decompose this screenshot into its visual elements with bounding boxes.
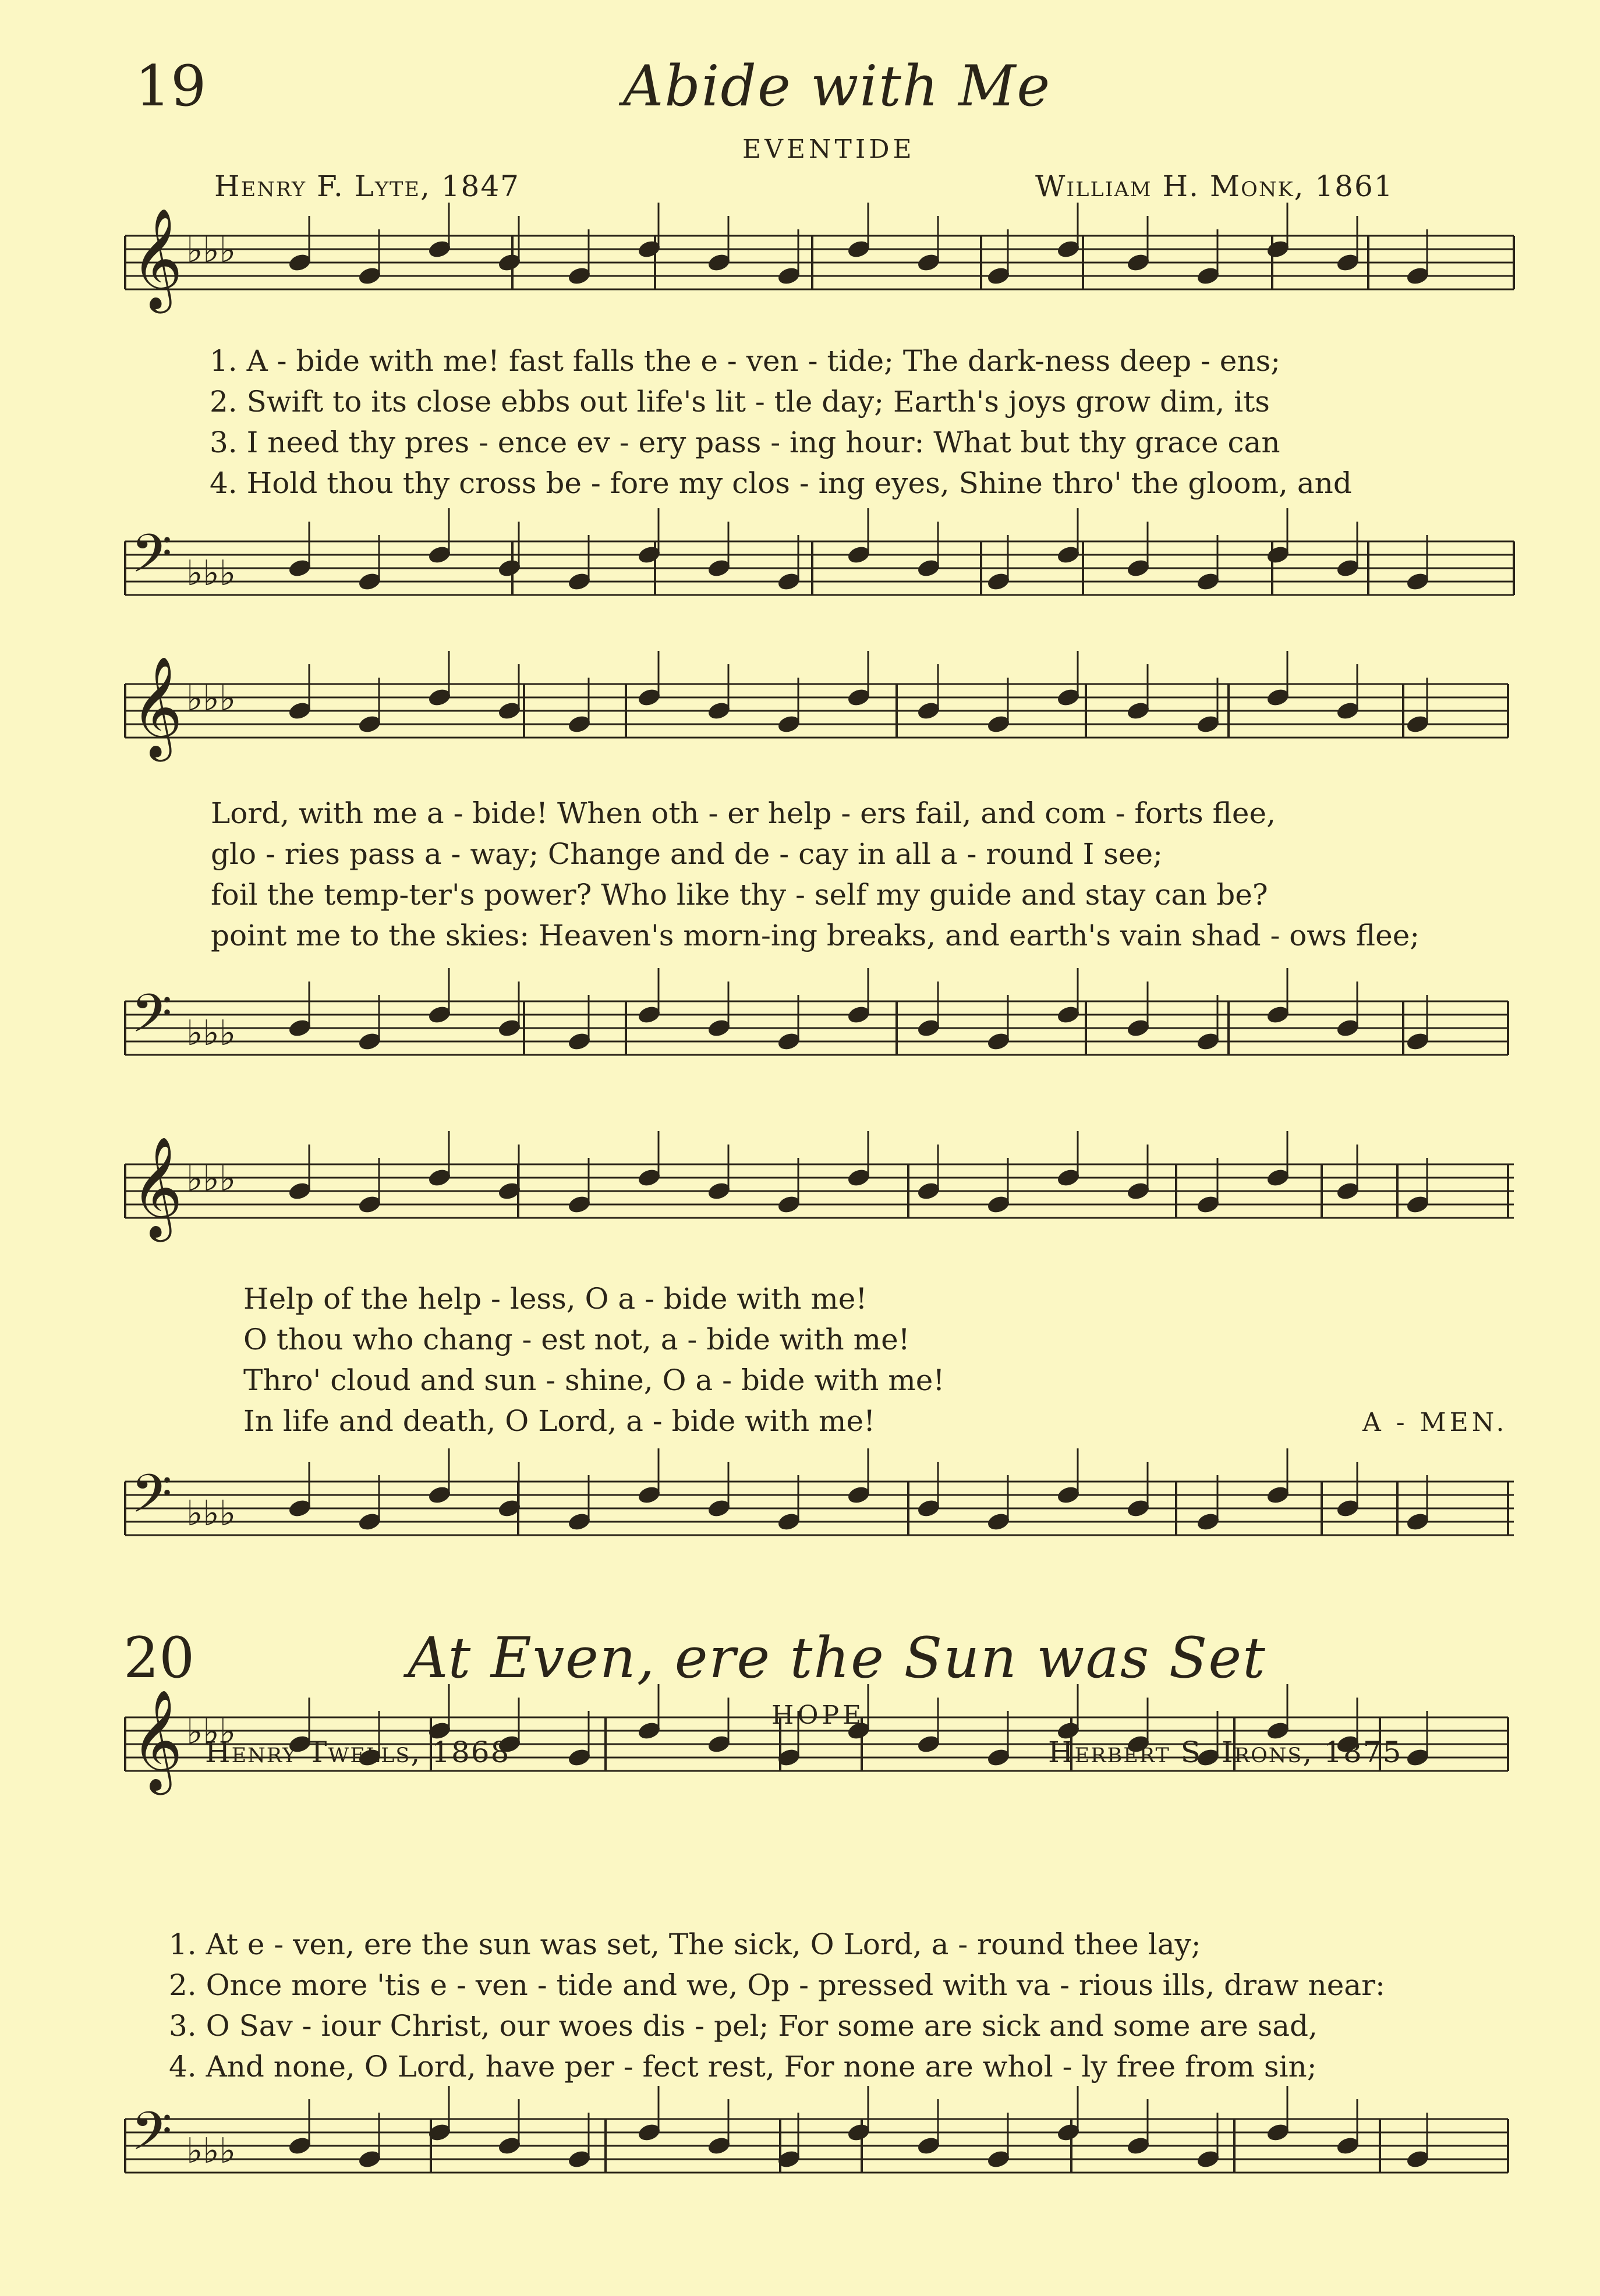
treble-clef: 𝄞 — [131, 656, 183, 757]
verse-line: 1. At e - ven, ere the sun was set, The sick, O Lord, a - round thee lay; — [169, 1927, 1201, 1961]
key-signature: ♭♭♭ — [186, 1158, 236, 1199]
tune-name: HOPE — [771, 1700, 865, 1730]
verse-line: 2. Once more 'tis e - ven - tide and we, Op - pressed with va - rious ills, draw near: — [169, 1968, 1385, 2002]
verse-line: 3. I need thy pres - ence ev - ery pass - ing hour: What but thy grace can — [210, 426, 1280, 459]
bass-clef: 𝄢 — [131, 983, 172, 1057]
composer-credit: William H. Monk, 1861 — [1035, 169, 1394, 203]
verse-line: foil the temp-ter's power? Who like thy - self my guide and stay can be? — [211, 878, 1268, 912]
treble-clef: 𝄞 — [131, 1136, 183, 1238]
lyricist-credit: Henry F. Lyte, 1847 — [214, 169, 520, 203]
key-signature: ♭♭♭ — [186, 678, 236, 719]
verse-line: 4. And none, O Lord, have per - fect rest, For none are whol - ly free from sin; — [169, 2050, 1317, 2084]
key-signature: ♭♭♭ — [186, 1712, 236, 1752]
verse-line: 3. O Sav - iour Christ, our woes dis - pel; For some are sick and some are sad, — [169, 2009, 1318, 2043]
key-signature: ♭♭♭ — [186, 230, 236, 271]
verse-line: In life and death, O Lord, a - bide with me! — [243, 1404, 876, 1438]
treble-clef: 𝄞 — [131, 208, 183, 309]
verse-line: 2. Swift to its close ebbs out life's lit - tle day; Earth's joys grow dim, its — [210, 385, 1270, 419]
verse-line: O thou who chang - est not, a - bide with me! — [243, 1323, 910, 1356]
verse-line: 1. A - bide with me! fast falls the e - ven - tide; The dark-ness deep - ens; — [210, 344, 1281, 378]
bass-clef: 𝄢 — [131, 523, 172, 597]
verse-line: 4. Hold thou thy cross be - fore my clos - ing eyes, Shine thro' the gloom, and — [210, 466, 1352, 500]
key-signature: ♭♭♭ — [186, 2131, 236, 2171]
hymn-title: Abide with Me — [623, 54, 1052, 119]
verse-line: glo - ries pass a - way; Change and de - cay in all a - round I see; — [211, 837, 1163, 871]
key-signature: ♭♭♭ — [186, 553, 236, 594]
treble-clef: 𝄞 — [131, 1689, 183, 1791]
verse-line: Thro' cloud and sun - shine, O a - bide with me! — [243, 1363, 945, 1397]
tune-name: EVENTIDE — [742, 134, 915, 164]
key-signature: ♭♭♭ — [186, 1013, 236, 1054]
verse-line: Lord, with me a - bide! When oth - er help - ers fail, and com - forts flee, — [211, 796, 1276, 830]
hymn-number: 20 — [123, 1625, 195, 1691]
composer-credit: Herbert S. Irons, 1875 — [1048, 1735, 1403, 1769]
bass-clef: 𝄢 — [131, 2100, 172, 2175]
hymn-title: At Even, ere the Sun was Set — [408, 1625, 1266, 1691]
amen-label: A - MEN. — [1362, 1408, 1508, 1437]
lyricist-credit: Henry Twells, 1868 — [205, 1735, 511, 1769]
bass-clef: 𝄢 — [131, 1463, 172, 1537]
verse-line: point me to the skies: Heaven's morn-ing breaks, and earth's vain shad - ows flee; — [211, 919, 1420, 952]
hymn-number: 19 — [135, 54, 207, 119]
key-signature: ♭♭♭ — [186, 1493, 236, 1534]
verse-line: Help of the help - less, O a - bide with me! — [243, 1282, 868, 1316]
